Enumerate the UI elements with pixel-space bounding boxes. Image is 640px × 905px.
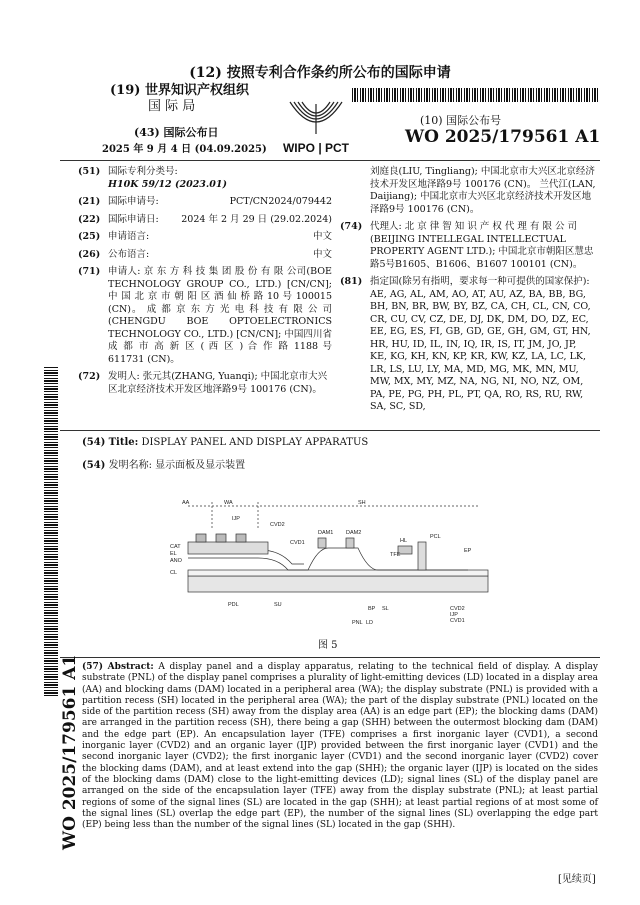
figure-label: CVD2: [270, 522, 285, 528]
figure-label: SU: [274, 602, 282, 608]
figure-label: TFE: [390, 552, 401, 558]
right-biblio-column: [340, 166, 596, 419]
field-26: (26) 公布语言: 中文: [78, 248, 332, 260]
divider: [60, 160, 600, 161]
figure-label: CL: [170, 570, 178, 576]
figure-label: HL: [400, 538, 408, 544]
figure-label: PNL: [352, 620, 363, 626]
field-51: (51) 国际专利分类号: H10K 59/12 (2023.01): [78, 166, 227, 190]
publication-number: WO 2025/179561 A1: [405, 127, 601, 147]
figure-label: IJP: [450, 612, 458, 618]
figure-label: ANO: [170, 558, 182, 564]
figure-label: DAM2: [346, 530, 362, 536]
left-biblio-column: [78, 166, 332, 401]
figure-label: LD: [366, 620, 374, 626]
figure-label: SH: [358, 500, 366, 506]
document-title: (12) 按照专利合作条约所公布的国际申请: [189, 65, 451, 81]
top-barcode: [352, 88, 600, 102]
abstract: (57) Abstract: A display panel and a display apparatus, relating to the technical field of display. A display substrate (PNL) of the display panel comprises a plurality of light-emitting devices (LD) located in a display area (AA) and blocking dams (DAM) located in a peripheral area (WA); the display substrate (PNL) is provided with a partition recess (SH) located in the peripheral area (WA); the part of the display substrate (PNL) located on the side of the partition recess (SH) away from the display area (AA) is an edge part (EP); the blocking dams (DAM) are arranged in the partition recess (SH), there being a gap (SHH) between the outermost blocking dam (DAM) and the edge part (EP). An encapsulation layer (TFE) comprises a first inorganic layer (CVD1), a second inorganic layer (CVD2) and an organic layer (IJP) provided between the first inorganic layer (CVD1) and the second inorganic layer (CVD2); the first inorganic layer (CVD1) and the second inorganic layer (CVD2) cover the blocking dams (DAM), and at least extend into the gap (SHH); the organic layer (IJP) is located on the sides of the blocking dams (DAM) close to the light-emitting devices (LD); signal lines (SL) of the display panel are arranged on the side of the encapsulation layer (TFE) away from the display substrate (PNL); at least partial regions of some of the signal lines (SL) are located in the gap (SHH); at least partial regions of at most some of the signal lines (SL) overlap the edge part (EP), the number of the signal lines (SL) overlapping the edge part (EP) being less than the number of the signal lines (SL) located in the gap (SHH).: [82, 662, 598, 831]
field-81: (81) 指定国(除另有指明，要求每一种可提供的国家保护): AE, AG, AL, AM, AO, AT, AU, AZ, BA, BB, BG, BH, BN, BR, BW, BY, BZ, CA, CH, CL, CN, CO, CR, CU, CV, CZ, DE, DJ, DK, DM, DO, DZ, EC, EE, EG, ES, FI, GB, GD, GE, GH, GM, GT, HN, HR, HU, ID, IL, IN, IQ, IR, IS, IT, JM, JO, JP, KE, KG, KH, KN, KP, KR, KW, KZ, LA, LC, LK, LR, LS, LU, LY, MA, MD, MG, MK, MN, MU, MW, MX, MY, MZ, NA, NG, NI, NO, NZ, OM, PA, PE, PG, PH, PL, PT, QA, RO, RS, RU, RW, SA, SC, SD,: [340, 276, 591, 412]
figure-label: IJP: [232, 516, 240, 522]
figure-caption: 图 5: [318, 640, 338, 651]
field-71: (71) 申请人: 京 东 方 科 技 集 团 股 份 有 限 公司(BOE TECHNOLOGY GROUP CO., LTD.) [CN/CN]; 中 国 北 京 市 朝 阳 区 酒 仙 桥 路 10 号 100015 (CN)。 成 都 京 东 方 光 电 科 技 有 限 公 司 (CHENGDU BOE OPTOELECTRONICS TECHNOLOGY CO., LTD.) [CN/CN]; 中国四川省 成 都 市 高 新 区 ( 西 区 ) 合 作 路 1188 号 611731 (CN)。: [78, 266, 332, 365]
figure-label: AA: [182, 500, 190, 506]
cross-section-diagram: [168, 498, 498, 638]
wipo-logo: [268, 96, 364, 156]
figure-label: CVD1: [290, 540, 305, 546]
figure-label: CAT: [170, 544, 181, 550]
org-sub: 国 际 局: [148, 99, 196, 114]
figure-label: SL: [382, 606, 389, 612]
figure-label: CVD2: [450, 606, 465, 612]
field-74: (74) 代理人: 北 京 律 智 知 识 产 权 代 理 有 限 公 司 (BEIJING INTELLEGAL INTELLECTUAL PROPERTY AGENT LTD.); 中国北京市朝阳区慧忠路5号B1605、B1606、B1607 100101 (CN)。: [340, 221, 594, 270]
organization-block: [110, 83, 249, 115]
logo-text: WIPO | PCT: [282, 141, 350, 155]
org-code: (19): [110, 83, 141, 98]
org-name: 世界知识产权组织: [144, 83, 249, 98]
figure-label: EL: [170, 551, 177, 557]
divider: [60, 657, 600, 658]
side-barcode: [44, 366, 58, 696]
field-72: (72) 发明人: 张元其(ZHANG, Yuanqi); 中国北京市大兴区北京经济技术开发区地泽路9号 100176 (CN)。: [78, 371, 328, 395]
divider: [60, 430, 600, 431]
side-publication-number: WO 2025/179561 A1: [60, 654, 80, 850]
figure-label: DAM1: [318, 530, 334, 536]
figure-label: EP: [464, 548, 472, 554]
figure-label: PCL: [430, 534, 441, 540]
figure-label: WA: [224, 500, 233, 506]
publication-date: 2025 年 9 月 4 日 (04.09.2025): [102, 144, 267, 155]
figure-label: PDL: [228, 602, 239, 608]
continued-note: [见续页]: [558, 874, 596, 885]
inventors-continued: 刘庭良(LIU, Tingliang); 中国北京市大兴区北京经济技术开发区地泽路9号 100176 (CN)。 兰代江(LAN, Daijiang); 中国北京市大兴区北京经济技术开发区地泽路9号 100176 (CN)。: [370, 166, 596, 215]
title-chinese: (54) 发明名称: 显示面板及显示装置: [82, 460, 246, 471]
figure-label: CVD1: [450, 618, 465, 624]
field-25: (25) 申请语言: 中文: [78, 231, 332, 242]
title-english: (54) Title: DISPLAY PANEL AND DISPLAY APPARATUS: [82, 437, 369, 448]
figure-label: BP: [368, 606, 376, 612]
pubno-label: (10) 国际公布号: [420, 114, 502, 127]
field-22: (22) 国际申请日: 2024 年 2 月 29 日 (29.02.2024): [78, 213, 332, 225]
pubdate-label: (43) 国际公布日: [134, 126, 219, 139]
field-21: (21) 国际申请号: PCT/CN2024/079442: [78, 196, 332, 207]
